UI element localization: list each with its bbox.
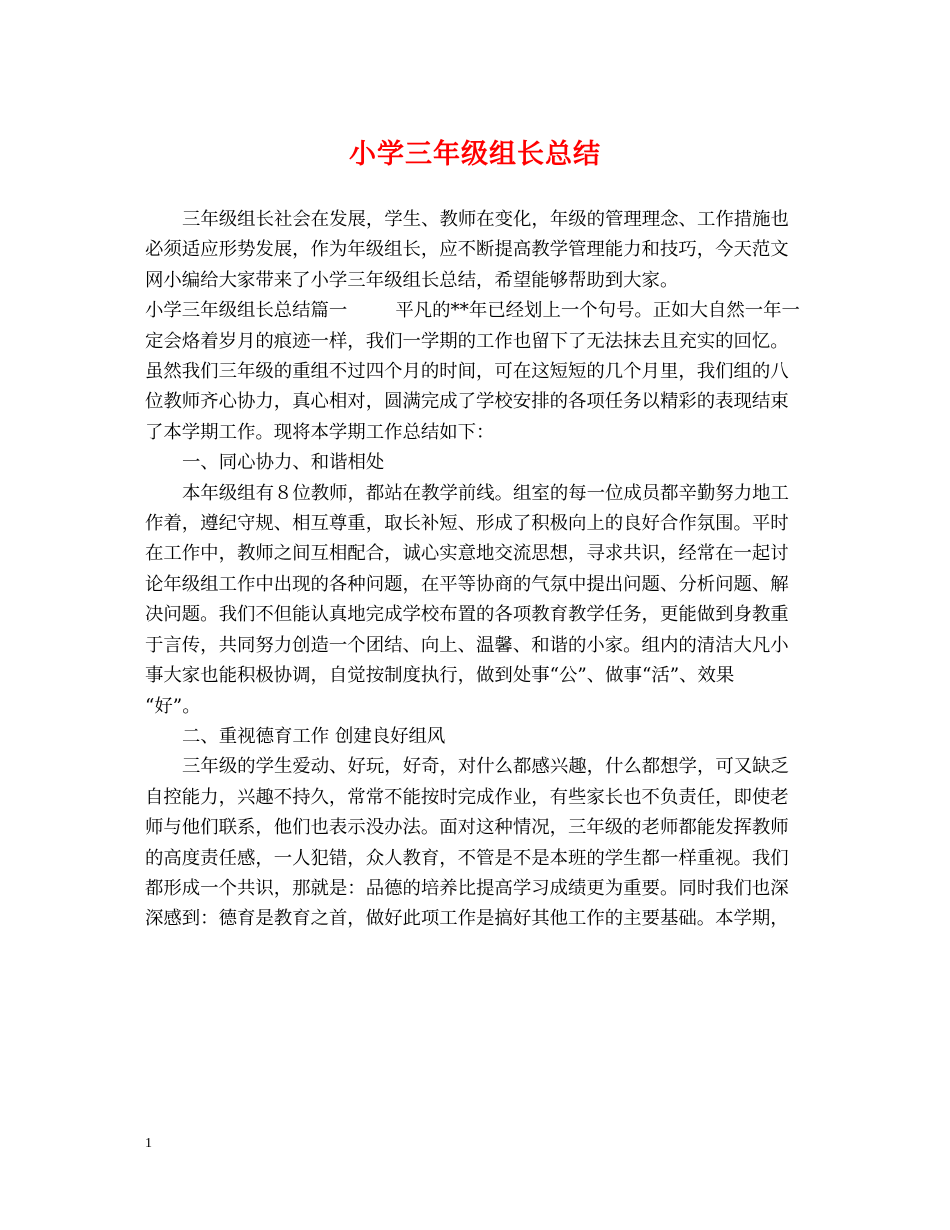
section-text: 平凡的**年已经划上一个句号。正如大自然一年一定会烙着岁月的痕迹一样，我们一学期的工作也留下了无法抹去且充实的回忆。虽然我们三年级的重组不过四个月的时间，可在这短短的几个月里，我们组的八位教师齐心协力，真心相对，圆满完成了学校安排的各项任务以精彩的表现结束了本学期工作。现将本学期工作总结如下：	[145, 300, 800, 443]
document-body	[145, 205, 807, 935]
heading-one: 一、同心协力、和谐相处	[182, 452, 385, 474]
paragraph-moral-education: 三年级的学生爱动、好玩，好奇，对什么都感兴趣，什么都想学，可又缺乏自控能力，兴趣不持久，常常不能按时完成作业，有些家长也不负责任，即使老师与他们联系，他们也表示没办法。面对这种情况，三年级的老师都能发挥教师的高度责任感，一人犯错，众人教育，不管是不是本班的学生都一样重视。我们都形成一个共识，那就是：品德的培养比提高学习成绩更为重要。同时我们也深深感到：德育是教育之首，做好此项工作是搞好其他工作的主要基础。本学期，	[145, 756, 789, 930]
section-one-paragraph	[145, 296, 807, 448]
document-title: 小学三年级组长总结	[349, 139, 601, 170]
heading-two: 二、重视德育工作 创建良好组风	[182, 725, 446, 747]
intro-paragraph: 三年级组长社会在发展，学生、教师在变化，年级的管理理念、工作措施也必须适应形势发展，作为年级组长，应不断提高教学管理能力和技巧，今天范文网小编给大家带来了小学三年级组长总结，希望能够帮助到大家。	[145, 209, 789, 291]
paragraph-teamwork: 本年级组有８位教师，都站在教学前线。组室的每一位成员都辛勤努力地工作着，遵纪守规、相互尊重，取长补短、形成了积极向上的良好合作氛围。平时在工作中，教师之间互相配合，诚心实意地交流思想，寻求共识，经常在一起讨论年级组工作中出现的各种问题，在平等协商的气氛中提出问题、分析问题、解决问题。我们不但能认真地完成学校布置的各项教育教学任务，更能做到身教重于言传，共同努力创造一个团结、向上、温馨、和谐的小家。组内的清洁大凡小事大家也能积极协调，自觉按制度执行，做到处事“公”、做事“活”、效果	[145, 482, 789, 687]
paragraph-teamwork-end: “好”。	[145, 695, 201, 717]
section-label: 小学三年级组长总结篇一	[145, 300, 348, 322]
page-number: 1	[145, 1136, 152, 1151]
